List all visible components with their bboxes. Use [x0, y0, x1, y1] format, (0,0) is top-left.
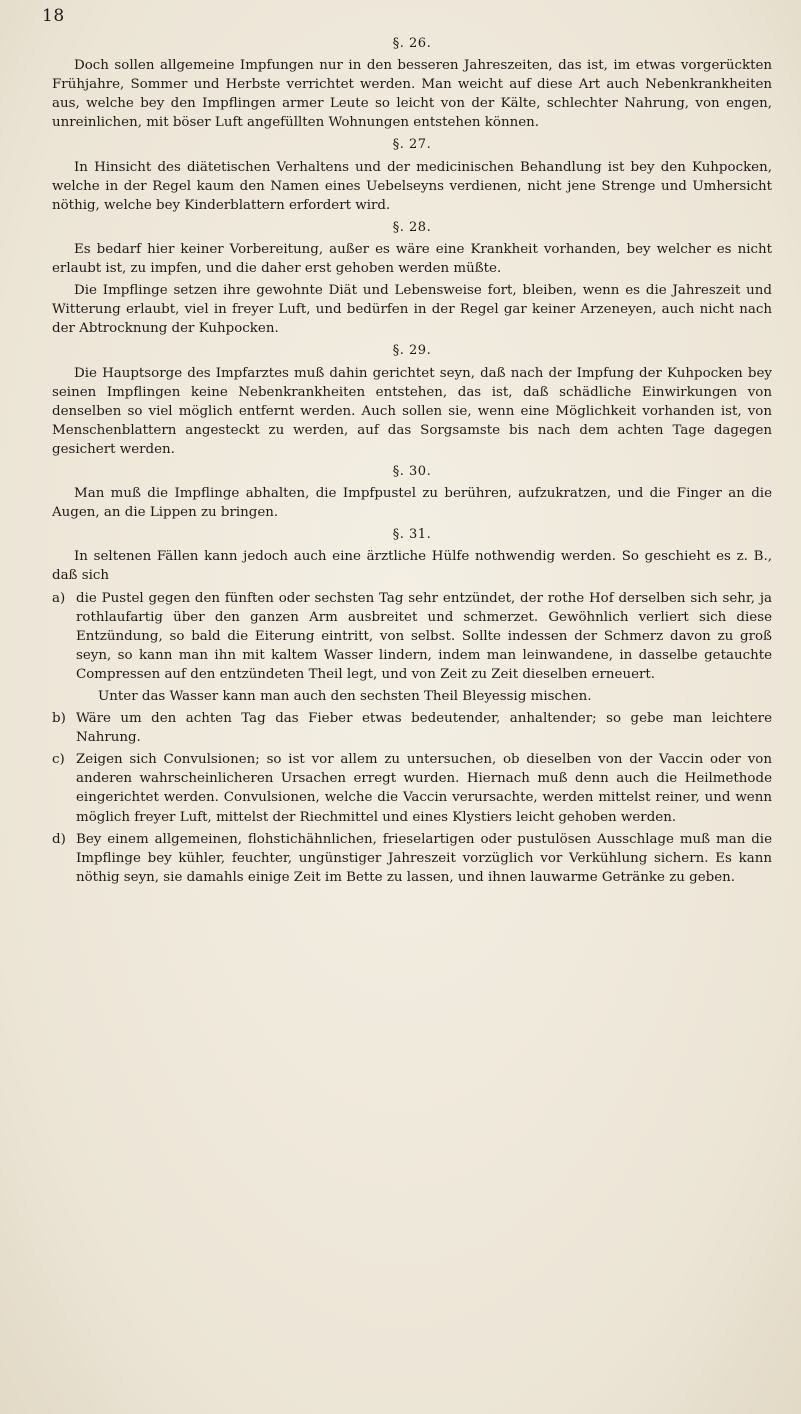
list-marker: a) — [52, 590, 66, 606]
list-item — [52, 750, 772, 826]
list-item-text: die Pustel gegen den fünften oder sechsten Tag sehr entzündet, der rothe Hof derselben sich sehr, ja rothlaufartig über den ganzen Arm ausbreitet und schmerzet. Gewöhnlich verliert sich diese Entzündung, so bald die Eiterung eintritt, von selbst. Sollte indessen der Schmerz davon zu groß seyn, so kann man ihn mit kaltem Wasser lindern, indem man leinwandene, in dasselbe getauchte Compressen auf den entzündeten Theil legt, und von Zeit zu Zeit dieselben erneuert. — [76, 590, 772, 682]
list-item-text: Wäre um den achten Tag das Fieber etwas bedeutender, anhaltender; so gebe man leichtere Nahrung. — [76, 711, 772, 746]
paragraph: Doch sollen allgemeine Impfungen nur in den besseren Jahreszeiten, das ist, im etwas vorgerückten Frühjahre, Sommer und Herbste verrichtet werden. Man weicht auf diese Art auch Nebenkrankheiten aus, welche bey den Impflingen armer Leute so leicht von der Kälte, schlechter Nahrung, von engen, unreinlichen, mit böser Luft angefüllten Wohnungen entstehen können. — [52, 58, 772, 131]
list-item — [52, 830, 772, 887]
list-marker: d) — [52, 831, 66, 847]
paragraph: In Hinsicht des diätetischen Verhaltens und der medicinischen Behandlung ist bey den Kuhpocken, welche in der Regel kaum den Namen eines Uebelseyns verdienen, nicht jene Strenge und Umhersicht nöthig, welche bey Kinderblattern erfordert wird. — [52, 159, 772, 213]
list-item — [52, 589, 772, 684]
paragraph: Die Hauptsorge des Impfarztes muß dahin gerichtet seyn, daß nach der Impfung der Kuhpocken bey seinen Impflingen keine Nebenkrankheiten entstehen, das ist, daß schädliche Einwirkungen von denselben so viel möglich entfernt werden. Auch sollen sie, wenn eine Möglichkeit vorhanden ist, von Menschenblattern angesteckt zu werden, auf das Sorgsamste bis nach dem achten Tage dagegen gesichert werden. — [52, 365, 772, 457]
numbered-list — [52, 589, 772, 887]
section-heading: §. 28. — [392, 219, 432, 235]
list-item-note: Unter das Wasser kann man auch den sechsten Theil Bleyessig mischen. — [98, 689, 592, 704]
section-heading: §. 29. — [392, 343, 432, 359]
section-heading: §. 31. — [392, 527, 432, 543]
page-number: 18 — [42, 6, 65, 26]
list-marker: c) — [52, 752, 65, 768]
section-heading: §. 27. — [392, 137, 432, 153]
paragraph: Man muß die Impflinge abhalten, die Impfpustel zu berühren, aufzukratzen, und die Finger an die Augen, an die Lippen zu bringen. — [52, 486, 772, 521]
list-marker: b) — [52, 711, 66, 727]
paragraph: Die Impflinge setzen ihre gewohnte Diät und Lebensweise fort, bleiben, wenn es die Jahreszeit und Witterung erlaubt, viel in freyer Luft, und bedürfen in der Regel gar keiner Arzeneyen, auch nicht nach der Abtrocknung der Kuhpocken. — [52, 283, 772, 337]
section-heading: §. 26. — [392, 36, 432, 51]
page-body — [52, 32, 772, 890]
list-item-text: Bey einem allgemeinen, flohstichähnlichen, frieselartigen oder pustulösen Ausschlage muß man die Impflinge bey kühler, feuchter, ungünstiger Jahreszeit vorzüglich vor Verkühlung sichern. Es kann nöthig seyn, sie damahls einige Zeit im Bette zu lassen, und ihnen lauwarme Getränke zu geben. — [76, 831, 772, 885]
section-heading: §. 30. — [392, 463, 432, 479]
paragraph: In seltenen Fällen kann jedoch auch eine ärztliche Hülfe nothwendig werden. So geschieht es z. B., daß sich — [52, 549, 772, 584]
paragraph: Es bedarf hier keiner Vorbereitung, außer es wäre eine Krankheit vorhanden, bey welcher es nicht erlaubt ist, zu impfen, und die daher erst gehoben werden müßte. — [52, 241, 772, 277]
list-item — [52, 709, 772, 747]
list-item-text: Zeigen sich Convulsionen; so ist vor allem zu untersuchen, ob dieselben von der Vaccin oder von anderen wahrscheinlicheren Ursachen erregt wurden. Hiernach muß denn auch die Heilmethode eingerichtet werden. Convulsionen, welche die Vaccin verursachte, werden mittelst reiner, und wenn möglich freyer Luft, mittelst der Riechmittel und eines Klystiers leicht gehoben werden. — [76, 752, 772, 825]
